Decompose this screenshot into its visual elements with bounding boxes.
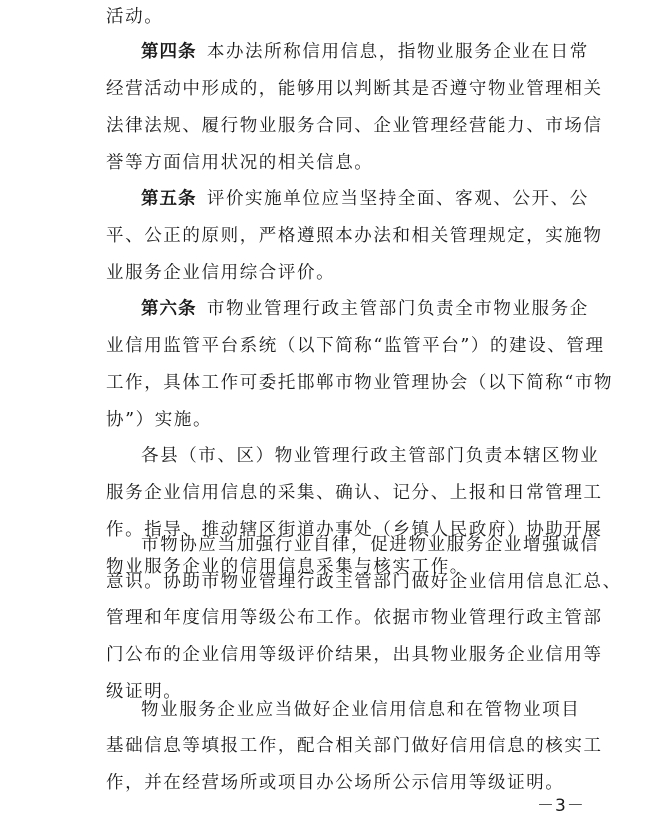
text-line: 业信用监管平台系统（以下简称“监管平台”）的建设、管理 bbox=[106, 336, 605, 356]
text-line: 意识。协助市物业管理行政主管部门做好企业信用信息汇总、 bbox=[106, 572, 622, 592]
text-line: 工作，具体工作可委托邯郸市物业管理协会（以下简称“市物 bbox=[106, 373, 614, 393]
text-line: 市物协应当加强行业自律，促进物业服务企业增强诚信 bbox=[141, 535, 600, 555]
text-line: 物业服务企业的信用信息采集与核实工作。 bbox=[106, 557, 469, 577]
article-6-heading: 第六条 bbox=[141, 299, 197, 319]
text-line: 作，并在经营场所或项目办公场所公示信用等级证明。 bbox=[106, 773, 565, 793]
text-line: 平、公正的原则，严格遵照本办法和相关管理规定，实施物 bbox=[106, 226, 603, 246]
text-line: 法律法规、履行物业服务合同、企业管理经营能力、市场信 bbox=[106, 116, 603, 136]
text-line: 门公布的企业信用等级评价结果，出具物业服务企业信用等 bbox=[106, 645, 603, 665]
text-line: 活动。 bbox=[106, 7, 164, 27]
article-4-heading: 第四条 bbox=[141, 42, 197, 62]
text-line: 基础信息等填报工作，配合相关部门做好信用信息的核实工 bbox=[106, 736, 603, 756]
article-5-heading: 第五条 bbox=[141, 189, 197, 209]
text-line: 业服务企业信用综合评价。 bbox=[106, 263, 336, 283]
text-line: 级证明。 bbox=[106, 682, 183, 702]
text-line: 作。指导、推动辖区街道办事处（乡镇人民政府）协助开展 bbox=[106, 520, 603, 540]
text-line: 誉等方面信用状况的相关信息。 bbox=[106, 153, 374, 173]
article-4-line: 第四条 本办法所称信用信息，指物业服务企业在日常 bbox=[141, 42, 589, 62]
article-6-line: 第六条 市物业管理行政主管部门负责全市物业服务企 bbox=[141, 299, 589, 319]
text-line: 服务企业信用信息的采集、确认、记分、上报和日常管理工 bbox=[106, 483, 603, 503]
article-5-line: 第五条 评价实施单位应当坚持全面、客观、公开、公 bbox=[141, 189, 589, 209]
text-line: 管理和年度信用等级公布工作。依据市物业管理行政主管部 bbox=[106, 608, 603, 628]
text-line: 协”）实施。 bbox=[106, 410, 213, 430]
text-line: 经营活动中形成的，能够用以判断其是否遵守物业管理相关 bbox=[106, 79, 603, 99]
text-line: 各县（市、区）物业管理行政主管部门负责本辖区物业 bbox=[141, 446, 600, 466]
page-number: －3－ bbox=[537, 796, 585, 816]
text-line: 物业服务企业应当做好企业信用信息和在管物业项目 bbox=[141, 700, 581, 720]
